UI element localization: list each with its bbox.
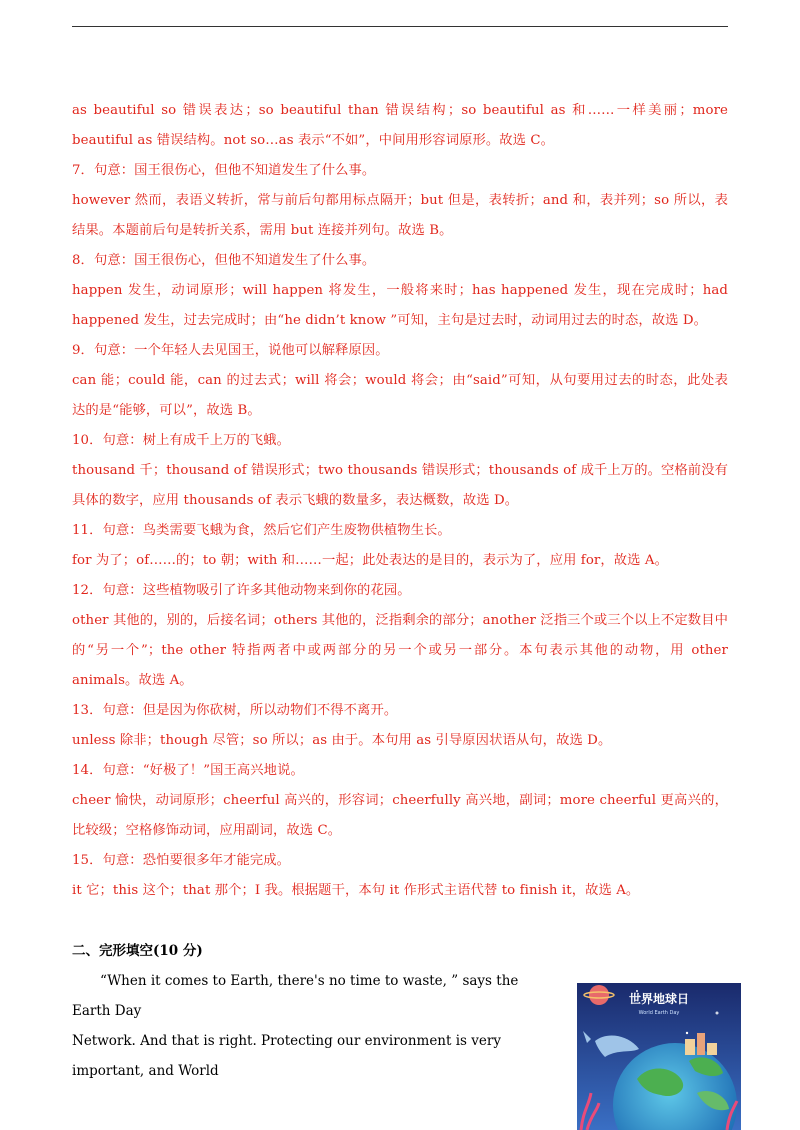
answer-explanations: [72, 96, 728, 906]
passage-line: Network. And that is right. Protecting our environment is very important, and World: [72, 1033, 501, 1079]
poster-subtitle: World Earth Day: [638, 1010, 680, 1016]
header-rule: [72, 26, 728, 27]
answer-paragraph: 12．句意：这些植物吸引了许多其他动物来到你的花园。: [72, 583, 411, 598]
answer-paragraph: unless 除非；though 尽管；so 所以；as 由于。本句用 as 引导原因状语从句，故选 D。: [72, 733, 612, 748]
answer-paragraph: 14．句意：“好极了！”国王高兴地说。: [72, 763, 304, 778]
planet-icon: [589, 985, 609, 1005]
answer-paragraph: 8．句意：国王很伤心，但他不知道发生了什么事。: [72, 253, 376, 268]
answer-paragraph: 7．句意：国王很伤心，但他不知道发生了什么事。: [72, 163, 376, 178]
cloze-passage: [72, 966, 552, 1086]
answer-paragraph: 9．句意：一个年轻人去见国王，说他可以解释原因。: [72, 343, 389, 358]
earth-day-poster: [577, 983, 741, 1130]
answer-paragraph: for 为了；of……的；to 朝；with 和……一起；此处表达的是目的，表示为了，应用 for，故选 A。: [72, 553, 669, 568]
answer-paragraph: as beautiful so 错误表达；so beautiful than 错误结构；so beautiful as 和……一样美丽；more beautiful as 错误结构。not so…as 表示“不如”，中间用形容词原形。故选 C。: [72, 103, 728, 148]
answer-paragraph: 15．句意：恐怕要很多年才能完成。: [72, 853, 291, 868]
earth-day-illustration: [577, 983, 741, 1130]
answer-paragraph: 10．句意：树上有成千上万的飞蛾。: [72, 433, 291, 448]
answer-paragraph: cheer 愉快，动词原形；cheerful 高兴的，形容词；cheerfully 高兴地，副词；more cheerful 更高兴的，比较级；空格修饰动词，应用副词，故选 C。: [72, 793, 728, 838]
answer-paragraph: it 它；this 这个；that 那个；I 我。根据题干，本句 it 作形式主语代替 to finish it，故选 A。: [72, 883, 640, 898]
answer-paragraph: 13．句意：但是因为你砍树，所以动物们不得不离开。: [72, 703, 398, 718]
answer-paragraph: 11．句意：鸟类需要飞蛾为食，然后它们产生废物供植物生长。: [72, 523, 451, 538]
answer-paragraph: however 然而，表语义转折，常与前后句都用标点隔开；but 但是，表转折；and 和，表并列；so 所以，表结果。本题前后句是转折关系，需用 but 连接并列句。故选 B。: [72, 193, 728, 238]
answer-paragraph: other 其他的，别的，后接名词；others 其他的，泛指剩余的部分；another 泛指三个或三个以上不定数目中的“另一个”；the other 特指两者中或两部分的另一个或另一部分。本句表示其他的动物，用 other animals。故选 A。: [72, 613, 728, 688]
section-title: 二、完形填空(10 分): [72, 943, 203, 959]
answer-paragraph: happen 发生，动词原形；will happen 将发生，一般将来时；has happened 发生，现在完成时；had happened 发生，过去完成时；由“he didn’t know ”可知，主句是过去时，动词用过去的时态，故选 D。: [72, 283, 728, 328]
answer-paragraph: can 能；could 能，can 的过去式；will 将会；would 将会；由“said”可知，从句要用过去的时态，此处表达的是“能够，可以”，故选 B。: [72, 373, 728, 418]
passage-line: “When it comes to Earth, there's no time to waste, ” says the Earth Day: [72, 973, 519, 1019]
poster-title: 世界地球日: [628, 992, 690, 1006]
answer-paragraph: thousand 千；thousand of 错误形式；two thousands 错误形式；thousands of 成千上万的。空格前没有具体的数字，应用 thousands of 表示飞蛾的数量多，表达概数，故选 D。: [72, 463, 728, 508]
